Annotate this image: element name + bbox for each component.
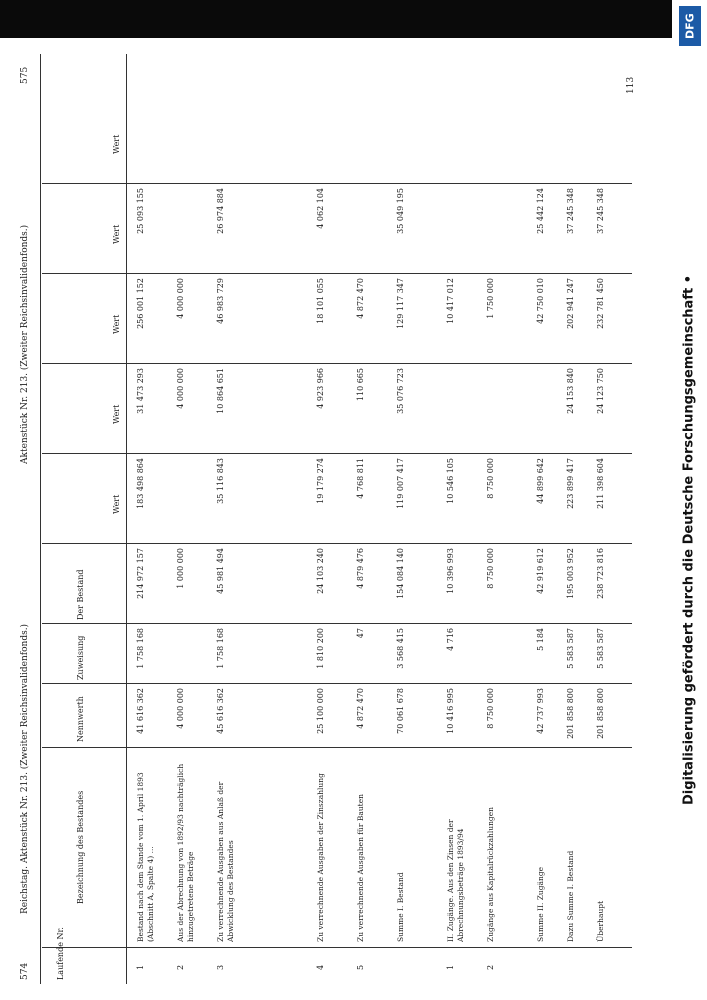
row-value: 37 245 348 [566, 188, 575, 234]
row-value: 45 616 362 [216, 688, 225, 734]
table-sheet [16, 54, 656, 984]
header-col-value: Wert [112, 494, 121, 514]
row-value: 4 879 476 [356, 548, 365, 589]
row-value: 10 864 651 [216, 368, 225, 414]
row-value: 25 442 124 [536, 188, 545, 234]
row-value: 46 983 729 [216, 278, 225, 324]
row-description: Zugänge aus Kapitalrückzahlungen [486, 806, 495, 942]
row-value: 8 750 000 [486, 458, 495, 499]
row-value: 35 116 843 [216, 458, 225, 504]
header-col-number: Laufende Nr. [56, 927, 65, 980]
right-header: Aktenstück Nr. 213. (Zweiter Reichsinvalidenfonds.) [20, 224, 30, 464]
row-value: 8 750 000 [486, 688, 495, 729]
row-value: 1 750 000 [486, 278, 495, 319]
row-value: 4 716 [446, 628, 455, 651]
row-value: 1 810 200 [316, 628, 325, 669]
row-value: 4 768 811 [356, 458, 365, 499]
row-value: 4 000 000 [176, 368, 185, 409]
column-divider [42, 453, 632, 454]
row-value: 24 153 840 [566, 368, 575, 414]
row-value: 129 117 347 [396, 278, 405, 329]
row-description: Zu verrechnende Ausgaben für Bauten [356, 794, 365, 942]
row-value: 26 974 884 [216, 188, 225, 234]
row-value: 195 003 952 [566, 548, 575, 599]
rotated-table-sheet [16, 54, 656, 984]
row-value: 18 101 055 [316, 278, 325, 324]
row-value: 10 417 012 [446, 278, 455, 324]
dfg-logo: DFG [679, 6, 701, 46]
header-col-nominal: Nennwerth [76, 696, 85, 742]
row-value: 1 758 168 [136, 628, 145, 669]
row-value: 10 546 105 [446, 458, 455, 504]
row-number: 2 [176, 964, 185, 970]
row-value: 47 [356, 628, 365, 639]
row-value: 10 396 993 [446, 548, 455, 594]
row-value: 4 000 000 [176, 278, 185, 319]
scanned-page [0, 38, 672, 1000]
row-value: 5 583 587 [566, 628, 575, 669]
row-value: 42 919 612 [536, 548, 545, 594]
header-col-description: Bezeichnung des Bestandes [76, 790, 85, 904]
row-value: 10 416 995 [446, 688, 455, 734]
row-value: 238 723 816 [596, 548, 605, 599]
row-value: 154 084 140 [396, 548, 405, 599]
row-number: 5 [356, 964, 365, 970]
row-value: 25 093 155 [136, 188, 145, 234]
row-value: 35 049 195 [396, 188, 405, 234]
top-black-bar [0, 0, 707, 38]
row-value: 202 941 247 [566, 278, 575, 329]
left-header: Reichstag. Aktenstück Nr. 213. (Zweiter Reichsinvalidenfonds.) [20, 623, 30, 914]
row-number: 1 [136, 964, 145, 970]
row-value: 1 758 168 [216, 628, 225, 669]
row-value: 201 858 800 [596, 688, 605, 739]
row-value: 223 899 417 [566, 458, 575, 509]
row-value: 4 062 104 [316, 188, 325, 229]
row-number: 4 [316, 964, 325, 970]
row-number: 2 [486, 964, 495, 970]
row-value: 110 665 [356, 368, 365, 402]
row-value: 232 781 450 [596, 278, 605, 329]
column-divider [42, 183, 632, 184]
row-description: II. Zugänge. Aus den Zinsen der Abrechnungsbeträge 1893/94 [446, 819, 465, 942]
row-value: 5 184 [536, 628, 545, 651]
row-value: 24 103 240 [316, 548, 325, 594]
row-value: 4 872 470 [356, 278, 365, 319]
row-value: 42 750 010 [536, 278, 545, 324]
row-number: 1 [446, 964, 455, 970]
column-divider [42, 273, 632, 274]
row-description: Summe I. Bestand [396, 872, 405, 942]
side-number: 113 [626, 76, 636, 94]
row-value: 183 498 864 [136, 458, 145, 509]
row-value: 119 007 417 [396, 458, 405, 509]
header-bottom-rule [126, 54, 127, 984]
row-value: 37 245 348 [596, 188, 605, 234]
row-value: 45 981 494 [216, 548, 225, 594]
column-divider [42, 363, 632, 364]
row-value: 1 000 000 [176, 548, 185, 589]
row-value: 214 972 157 [136, 548, 145, 599]
header-col-stock: Der Bestand [76, 569, 85, 620]
row-description: Summe II. Zugänge [536, 866, 545, 942]
row-value: 35 076 723 [396, 368, 405, 414]
row-value: 4 000 000 [176, 688, 185, 729]
row-value: 201 858 800 [566, 688, 575, 739]
row-number: 3 [216, 964, 225, 970]
row-value: 24 123 750 [596, 368, 605, 414]
header-col-value: Wert [112, 314, 121, 334]
row-value: 41 616 362 [136, 688, 145, 734]
left-page-number: 574 [20, 962, 30, 980]
row-value: 44 899 642 [536, 458, 545, 504]
row-description: Zu verrechnende Ausgaben der Zinszahlung [316, 773, 325, 942]
row-description: Bestand nach dem Stande vom 1. April 1893 (Abschnitt A, Spalte 4) ... [136, 772, 155, 942]
column-divider [42, 947, 632, 948]
right-page-number: 575 [20, 66, 30, 84]
row-value: 256 001 152 [136, 278, 145, 329]
header-top-rule [40, 54, 41, 984]
header-col-allocation: Zuweisung [76, 635, 85, 680]
row-value: 31 473 293 [136, 368, 145, 414]
row-value: 211 398 604 [596, 458, 605, 509]
row-description: Zu verrechnende Ausgaben aus Anlaß der Abwicklung des Bestandes [216, 781, 235, 942]
header-col-value: Wert [112, 134, 121, 154]
row-value: 4 872 470 [356, 688, 365, 729]
row-value: 3 568 415 [396, 628, 405, 669]
row-description: Aus der Abrechnung von 1892/93 nachträglich hinzugetretene Beträge [176, 763, 195, 942]
row-value: 70 061 678 [396, 688, 405, 734]
row-description: Dazu Summe I. Bestand [566, 850, 575, 942]
row-value: 19 179 274 [316, 458, 325, 504]
row-value: 4 923 966 [316, 368, 325, 409]
row-value: 25 100 000 [316, 688, 325, 734]
row-value: 5 583 587 [596, 628, 605, 669]
header-col-value: Wert [112, 404, 121, 424]
funding-note: Digitalisierung gefördert durch die Deutsche Forschungsgemeinschaft • [681, 274, 697, 806]
row-description: Überhaupt [596, 900, 605, 942]
column-divider [42, 543, 632, 544]
header-col-value: Wert [112, 224, 121, 244]
row-value: 42 737 993 [536, 688, 545, 734]
row-value: 8 750 000 [486, 548, 495, 589]
